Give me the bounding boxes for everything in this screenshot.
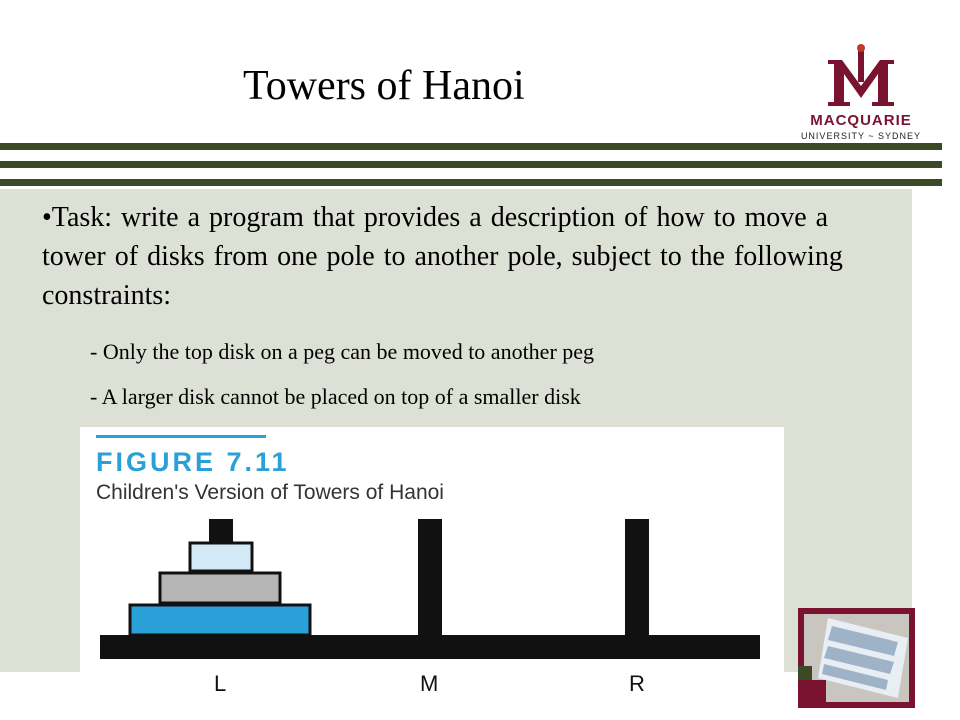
disk-medium (160, 573, 280, 603)
task-bullet: •Task: write a program that provides a description of how to move a tower of disks from one pole to another pole, subject to the following constraints: (42, 202, 843, 311)
corner-photo (798, 608, 915, 708)
constraint-item: - A larger disk cannot be placed on top of a smaller disk (90, 384, 581, 409)
macquarie-m-icon (828, 42, 894, 106)
slide-title: Towers of Hanoi (243, 63, 525, 109)
stripe (0, 161, 942, 168)
header-stripes (0, 143, 942, 189)
disk-large (130, 605, 310, 635)
peg-m (418, 519, 442, 639)
logo-wordmark: MACQUARIE (810, 112, 912, 129)
figure-caption: Children's Version of Towers of Hanoi (96, 481, 444, 504)
university-logo (796, 36, 926, 148)
logo-subtitle: UNIVERSITY ~ SYDNEY (800, 131, 922, 141)
peg-r (625, 519, 649, 639)
peg-label-r: R (629, 671, 645, 696)
hanoi-base (100, 635, 760, 659)
stripe (0, 143, 942, 150)
hanoi-figure (80, 427, 784, 720)
figure-rule (96, 435, 266, 438)
peg-label-m: M (420, 671, 439, 696)
disk-small (190, 543, 252, 571)
stripe (0, 179, 942, 186)
figure-number: FIGURE 7.11 (96, 447, 290, 477)
peg-label-l: L (214, 671, 227, 696)
constraint-item: - Only the top disk on a peg can be moved to another peg (90, 339, 595, 364)
